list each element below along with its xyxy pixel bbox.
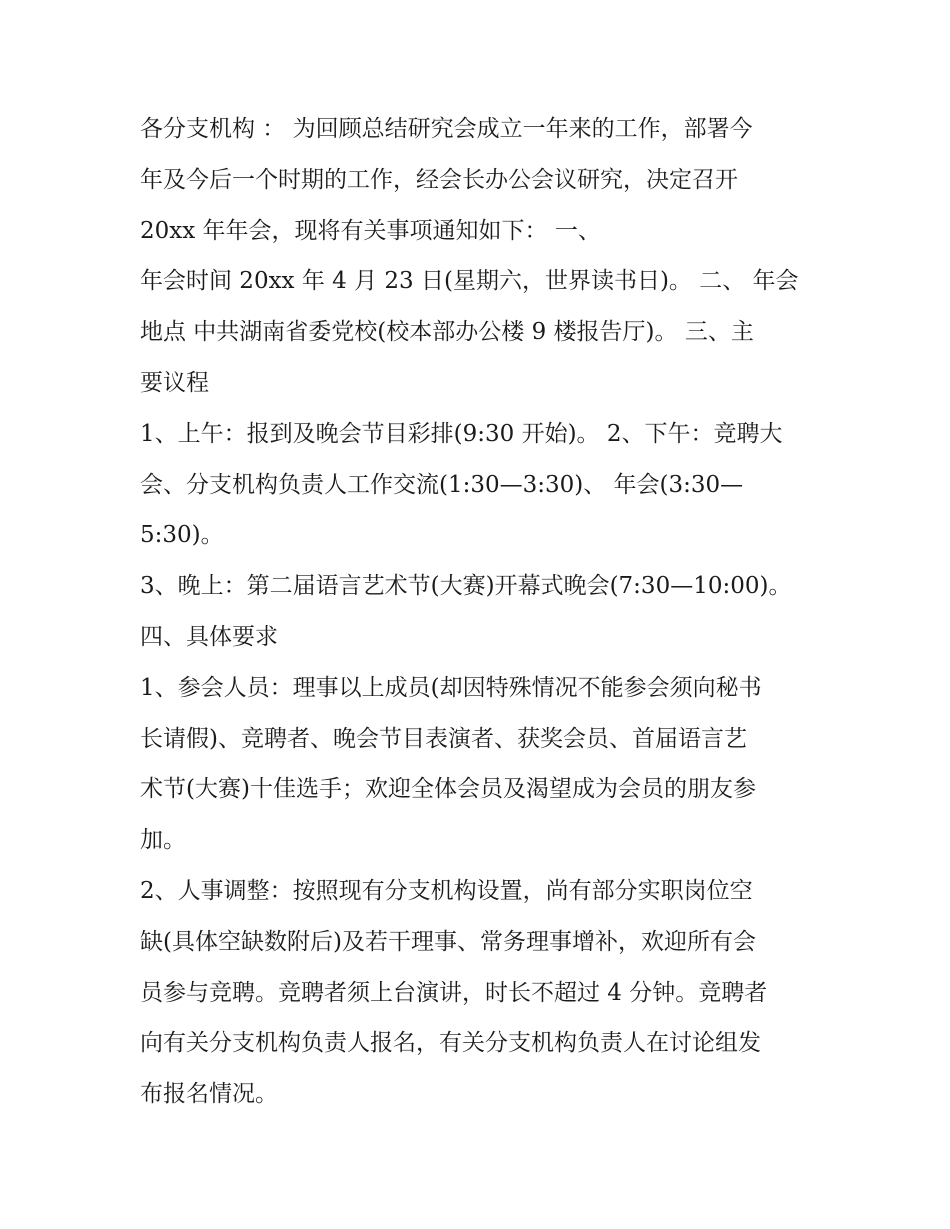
text-line: 年会时间 20xx 年 4 月 23 日(星期六，世界读书日)。 二、 年会 bbox=[140, 268, 799, 295]
text-line: 3、晚上：第二届语言艺术节(大赛)开幕式晚会(7:30—10:00)。 bbox=[140, 573, 792, 600]
text-line: 会、分支机构负责人工作交流(1:30—3:30)、 年会(3:30— bbox=[140, 471, 744, 498]
text-line: 布报名情况。 bbox=[140, 1081, 278, 1108]
document-body bbox=[140, 104, 820, 1120]
text-line: 向有关分支机构负责人报名，有关分支机构负责人在讨论组发 bbox=[140, 1030, 761, 1057]
text-line: 缺(具体空缺数附后)及若干理事、常务理事增补，欢迎所有会 bbox=[140, 928, 756, 955]
text-line: 1、参会人员：理事以上成员(却因特殊情况不能参会须向秘书 bbox=[140, 674, 762, 701]
text-line: 各分支机构 ： 为回顾总结研究会成立一年来的工作，部署今 bbox=[140, 116, 753, 142]
text-line: 术节(大赛)十佳选手；欢迎全体会员及渴望成为会员的朋友参 bbox=[140, 776, 756, 803]
text-line: 要议程 bbox=[140, 369, 209, 396]
text-line: 2、人事调整：按照现有分支机构设置，尚有部分实职岗位空 bbox=[140, 877, 753, 904]
text-line: 年及今后一个时期的工作，经会长办公会议研究，决定召开 bbox=[140, 166, 738, 193]
text-line: 地点 中共湖南省委党校(校本部办公楼 9 楼报告厅)。 三、主 bbox=[140, 319, 754, 346]
text-line: 1、上午：报到及晚会节目彩排(9:30 开始)。 2、下午：竞聘大 bbox=[140, 420, 783, 447]
text-line: 5:30)。 bbox=[140, 522, 224, 549]
text-line: 员参与竞聘。竞聘者须上台演讲，时长不超过 4 分钟。竞聘者 bbox=[140, 979, 768, 1006]
text-line: 长请假)、竞聘者、晚会节目表演者、获奖会员、首届语言艺 bbox=[140, 725, 747, 752]
text-line: 四、具体要求 bbox=[140, 623, 278, 650]
text-line: 20xx 年年会，现将有关事项通知如下： 一、 bbox=[140, 217, 601, 244]
text-line: 加。 bbox=[140, 827, 186, 854]
